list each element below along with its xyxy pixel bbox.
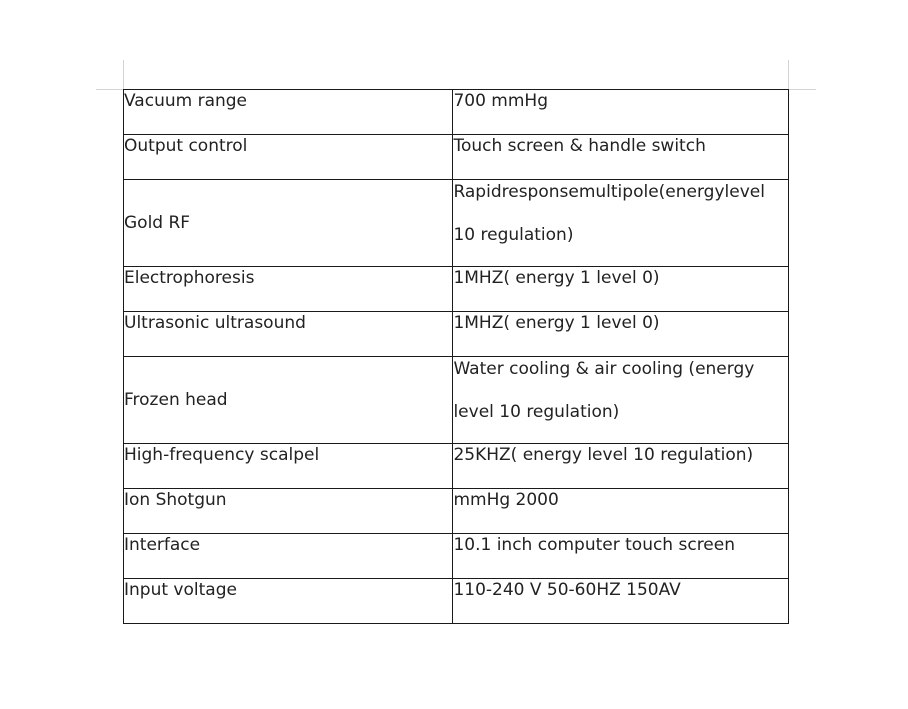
table-row [124, 444, 789, 489]
spec-value: 1MHZ( energy 1 level 0) [453, 312, 789, 357]
table-row [124, 489, 789, 534]
crop-mark-top-left-vertical [123, 60, 124, 89]
table-row [124, 267, 789, 312]
spec-value: 25KHZ( energy level 10 regulation) [453, 444, 789, 489]
table-row [124, 180, 789, 267]
crop-mark-top-right-horizontal [789, 89, 816, 90]
spec-label: Electrophoresis [124, 267, 453, 312]
spec-value: Rapidresponsemultipole(energylevel 10 regulation) [453, 182, 765, 245]
spec-label: Ion Shotgun [124, 489, 453, 534]
table-row [124, 534, 789, 579]
spec-label: Interface [124, 534, 453, 579]
spec-label: Vacuum range [124, 90, 453, 135]
spec-value: 10.1 inch computer touch screen [453, 534, 789, 579]
spec-value: mmHg 2000 [453, 489, 789, 534]
spec-label: Input voltage [124, 579, 453, 624]
specification-table [123, 89, 789, 624]
spec-value: 700 mmHg [453, 90, 789, 135]
spec-value: 1MHZ( energy 1 level 0) [453, 267, 789, 312]
spec-label: Gold RF [124, 180, 453, 267]
table-row [124, 579, 789, 624]
table-row [124, 90, 789, 135]
spec-label: Output control [124, 135, 453, 180]
table-row [124, 357, 789, 444]
spec-value: Touch screen & handle switch [453, 135, 789, 180]
spec-label: High-frequency scalpel [124, 444, 453, 489]
spec-label: Frozen head [124, 357, 453, 444]
crop-mark-top-right-vertical [788, 60, 789, 89]
spec-value-cell [453, 357, 789, 444]
spec-label: Ultrasonic ultrasound [124, 312, 453, 357]
crop-mark-top-left-horizontal [96, 89, 123, 90]
spec-value: 110-240 V 50-60HZ 150AV [453, 579, 789, 624]
spec-value: Water cooling & air cooling (energy level 10 regulation) [453, 359, 755, 422]
spec-value-cell [453, 180, 789, 267]
